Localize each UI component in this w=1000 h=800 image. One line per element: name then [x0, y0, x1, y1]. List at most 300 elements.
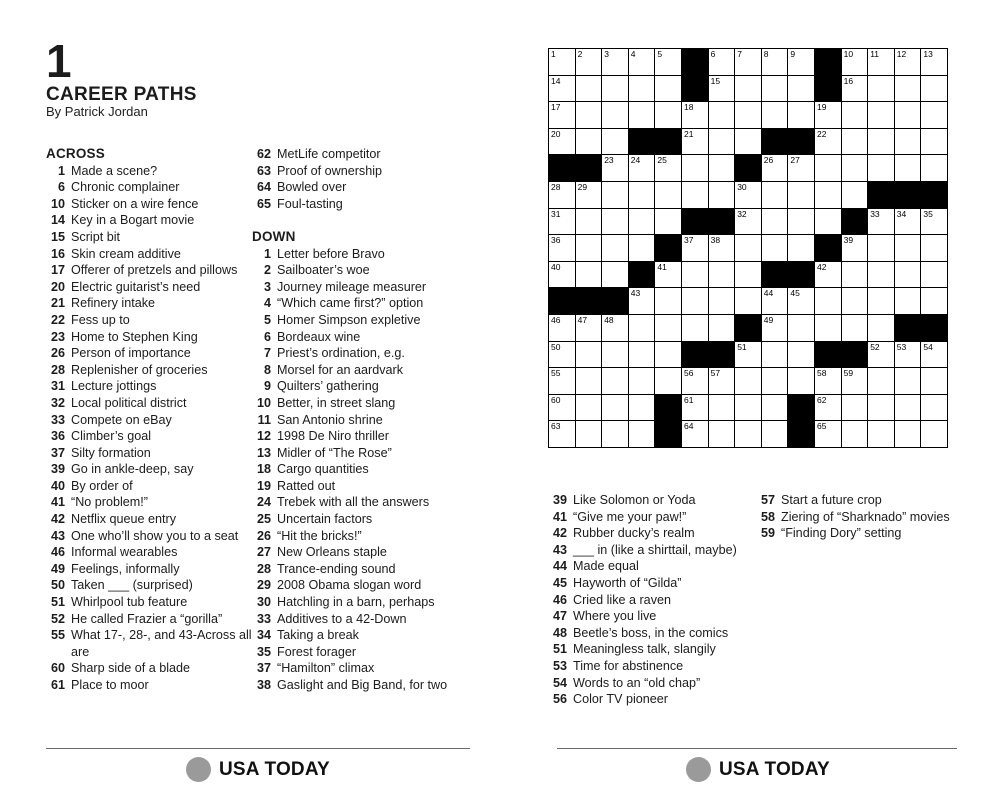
grid-cell[interactable]: [549, 182, 575, 208]
grid-cell[interactable]: [921, 421, 947, 447]
clue-number: 65: [256, 196, 271, 211]
grid-cell[interactable]: [842, 182, 868, 208]
grid-cell[interactable]: [655, 209, 681, 235]
clue-number: 63: [256, 163, 271, 178]
grid-cell[interactable]: [895, 102, 921, 128]
clue-item: [252, 412, 474, 429]
grid-cell[interactable]: [655, 368, 681, 394]
grid-cell[interactable]: [762, 76, 788, 102]
grid-cell[interactable]: [842, 288, 868, 314]
grid-cell[interactable]: [815, 209, 841, 235]
grid-cell[interactable]: [576, 49, 602, 75]
clue-text: Silty formation: [71, 445, 151, 460]
grid-cell[interactable]: [815, 288, 841, 314]
grid-cell[interactable]: [629, 155, 655, 181]
grid-cell[interactable]: [655, 182, 681, 208]
grid-cell[interactable]: [682, 395, 708, 421]
grid-cell[interactable]: [549, 76, 575, 102]
footer-rule-left: [46, 748, 470, 749]
grid-cell[interactable]: [842, 368, 868, 394]
grid-cell[interactable]: [921, 342, 947, 368]
grid-cell[interactable]: [682, 129, 708, 155]
down-clues-column-continued-1: [548, 492, 758, 708]
grid-cell[interactable]: [709, 395, 735, 421]
grid-cell[interactable]: [602, 395, 628, 421]
grid-cell[interactable]: [682, 368, 708, 394]
grid-cell[interactable]: [709, 129, 735, 155]
black-cell: [788, 262, 814, 288]
grid-cell[interactable]: [735, 102, 761, 128]
grid-cell[interactable]: [629, 235, 655, 261]
grid-cell[interactable]: [629, 49, 655, 75]
grid-cell[interactable]: [788, 76, 814, 102]
clue-number: 46: [50, 545, 65, 560]
down-clue-list: [252, 246, 474, 694]
grid-cell[interactable]: [709, 288, 735, 314]
grid-cell[interactable]: [735, 368, 761, 394]
grid-cell[interactable]: [576, 235, 602, 261]
cell-number: 34: [896, 208, 907, 219]
grid-cell[interactable]: [815, 368, 841, 394]
clue-text: Go in ankle-deep, say: [71, 462, 194, 477]
grid-cell[interactable]: [788, 155, 814, 181]
grid-cell[interactable]: [788, 315, 814, 341]
grid-cell[interactable]: [629, 342, 655, 368]
clue-text: Bordeaux wine: [277, 329, 361, 344]
grid-cell[interactable]: [629, 209, 655, 235]
grid-cell[interactable]: [895, 155, 921, 181]
clue-number: 6: [263, 329, 271, 344]
puzzle-byline: By Patrick Jordan: [46, 104, 148, 119]
clue-item: [548, 525, 758, 542]
grid-cell[interactable]: [682, 155, 708, 181]
grid-cell[interactable]: [762, 421, 788, 447]
grid-cell[interactable]: [868, 315, 894, 341]
grid-cell[interactable]: [788, 368, 814, 394]
grid-cell[interactable]: [895, 129, 921, 155]
black-cell: [735, 315, 761, 341]
grid-cell[interactable]: [655, 262, 681, 288]
grid-cell[interactable]: [576, 209, 602, 235]
clue-text: 1998 De Niro thriller: [277, 429, 389, 444]
black-cell: [842, 209, 868, 235]
across-clues-column-1: [46, 146, 256, 694]
grid-cell[interactable]: [655, 342, 681, 368]
grid-cell[interactable]: [709, 368, 735, 394]
cell-number: 55: [551, 368, 561, 379]
clue-item: [756, 509, 956, 526]
clue-item: [252, 677, 474, 694]
clue-number: 56: [552, 692, 567, 707]
grid-cell[interactable]: [868, 368, 894, 394]
grid-cell[interactable]: [602, 262, 628, 288]
clue-item: [46, 246, 256, 263]
grid-cell[interactable]: [842, 76, 868, 102]
grid-cell[interactable]: [549, 235, 575, 261]
black-cell: [921, 315, 947, 341]
clue-item: [252, 279, 474, 296]
grid-cell[interactable]: [868, 76, 894, 102]
black-cell: [762, 262, 788, 288]
cell-number: 43: [630, 288, 641, 299]
clue-number: 5: [263, 312, 271, 327]
grid-cell[interactable]: [576, 315, 602, 341]
clue-item: [548, 641, 758, 658]
grid-cell[interactable]: [709, 102, 735, 128]
grid-cell[interactable]: [815, 315, 841, 341]
cell-number: 20: [551, 128, 561, 139]
clue-number: 34: [256, 628, 271, 643]
grid-cell[interactable]: [549, 368, 575, 394]
grid-cell[interactable]: [788, 342, 814, 368]
grid-cell[interactable]: [762, 102, 788, 128]
grid-cell[interactable]: [655, 76, 681, 102]
grid-cell[interactable]: [602, 209, 628, 235]
grid-cell[interactable]: [709, 421, 735, 447]
clue-text: Climber’s goal: [71, 429, 152, 444]
clue-text: Refinery intake: [71, 296, 155, 311]
grid-cell[interactable]: [549, 421, 575, 447]
grid-cell[interactable]: [921, 262, 947, 288]
grid-cell[interactable]: [682, 102, 708, 128]
grid-cell[interactable]: [815, 182, 841, 208]
clue-text: Script bit: [71, 229, 120, 244]
clue-number: 47: [552, 609, 567, 624]
grid-cell[interactable]: [549, 129, 575, 155]
grid-cell[interactable]: [842, 315, 868, 341]
grid-cell[interactable]: [921, 129, 947, 155]
black-cell: [895, 182, 921, 208]
footer-left: [186, 757, 330, 782]
grid-cell[interactable]: [788, 49, 814, 75]
clue-item: [46, 428, 256, 445]
grid-cell[interactable]: [576, 262, 602, 288]
clue-text: Taking a break: [277, 628, 359, 643]
clue-text: “Give me your paw!”: [573, 509, 687, 524]
grid-cell[interactable]: [709, 155, 735, 181]
grid-cell[interactable]: [576, 421, 602, 447]
grid-cell[interactable]: [895, 209, 921, 235]
grid-cell[interactable]: [735, 129, 761, 155]
grid-cell[interactable]: [602, 182, 628, 208]
grid-cell[interactable]: [655, 49, 681, 75]
grid-cell[interactable]: [576, 342, 602, 368]
clue-number: 39: [552, 493, 567, 507]
clue-text: Hatchling in a barn, perhaps: [277, 595, 435, 610]
grid-cell[interactable]: [709, 235, 735, 261]
clue-number: 48: [552, 625, 567, 640]
grid-cell[interactable]: [895, 49, 921, 75]
grid-cell[interactable]: [549, 102, 575, 128]
grid-cell[interactable]: [788, 102, 814, 128]
clue-number: 33: [50, 412, 65, 427]
grid-cell[interactable]: [576, 182, 602, 208]
grid-cell[interactable]: [895, 235, 921, 261]
clue-number: 1: [57, 163, 65, 178]
clue-number: 40: [50, 478, 65, 493]
grid-cell[interactable]: [549, 49, 575, 75]
clue-item: [46, 295, 256, 312]
grid-cell[interactable]: [788, 209, 814, 235]
black-cell: [921, 182, 947, 208]
grid-cell[interactable]: [762, 235, 788, 261]
grid-cell[interactable]: [602, 155, 628, 181]
grid-cell[interactable]: [655, 102, 681, 128]
grid-cell[interactable]: [788, 182, 814, 208]
grid-cell[interactable]: [735, 288, 761, 314]
cell-number: 3: [604, 49, 609, 59]
grid-cell[interactable]: [895, 368, 921, 394]
clue-number: 44: [552, 559, 567, 574]
grid-cell[interactable]: [762, 209, 788, 235]
clue-text: Gaslight and Big Band, for two: [277, 678, 448, 692]
grid-cell[interactable]: [602, 315, 628, 341]
grid-cell[interactable]: [762, 342, 788, 368]
grid-cell[interactable]: [735, 395, 761, 421]
grid-cell[interactable]: [842, 421, 868, 447]
grid-cell[interactable]: [842, 395, 868, 421]
grid-cell[interactable]: [709, 76, 735, 102]
grid-cell[interactable]: [921, 49, 947, 75]
grid-cell[interactable]: [895, 342, 921, 368]
grid-cell[interactable]: [921, 102, 947, 128]
grid-cell[interactable]: [815, 395, 841, 421]
clue-text: Beetle’s boss, in the comics: [573, 625, 729, 640]
grid-cell[interactable]: [895, 76, 921, 102]
clue-text: Sailboater’s woe: [277, 263, 370, 278]
grid-cell[interactable]: [602, 235, 628, 261]
grid-cell[interactable]: [762, 49, 788, 75]
grid-cell[interactable]: [735, 235, 761, 261]
grid-cell[interactable]: [549, 262, 575, 288]
clue-item: [46, 461, 256, 478]
clue-text: ___ in (like a shirttail, maybe): [573, 542, 737, 557]
grid-cell[interactable]: [921, 395, 947, 421]
cell-number: 58: [817, 368, 827, 379]
clue-item: [46, 329, 256, 346]
grid-cell[interactable]: [868, 155, 894, 181]
grid-cell[interactable]: [868, 395, 894, 421]
cell-number: 4: [630, 49, 636, 59]
grid-cell[interactable]: [735, 49, 761, 75]
grid-cell[interactable]: [868, 421, 894, 447]
grid-cell[interactable]: [921, 155, 947, 181]
grid-cell[interactable]: [629, 182, 655, 208]
cell-number: 30: [737, 182, 747, 192]
grid-cell[interactable]: [602, 102, 628, 128]
clue-text: Sticker on a wire fence: [71, 196, 199, 211]
grid-cell[interactable]: [762, 395, 788, 421]
clue-item: [46, 196, 256, 213]
grid-cell[interactable]: [762, 288, 788, 314]
clue-number: 32: [50, 395, 65, 410]
cell-number: 46: [551, 315, 561, 325]
grid-cell[interactable]: [815, 155, 841, 181]
grid-cell[interactable]: [576, 368, 602, 394]
clue-item: [46, 528, 256, 545]
clue-item: [252, 295, 474, 312]
clue-text: Lecture jottings: [71, 379, 157, 394]
grid-cell[interactable]: [629, 368, 655, 394]
clue-text: Trance-ending sound: [277, 561, 396, 576]
clue-number: 1: [263, 246, 271, 261]
cell-number: 6: [710, 49, 716, 59]
clue-text: Journey mileage measurer: [277, 279, 427, 294]
cell-number: 12: [896, 49, 907, 59]
clue-number: 49: [50, 561, 65, 576]
cell-number: 14: [551, 75, 561, 86]
grid-cell[interactable]: [576, 129, 602, 155]
grid-cell[interactable]: [842, 155, 868, 181]
cell-number: 63: [551, 421, 561, 432]
grid-cell[interactable]: [842, 49, 868, 75]
grid-cell[interactable]: [655, 315, 681, 341]
clue-number: 16: [50, 246, 65, 261]
grid-cell[interactable]: [895, 395, 921, 421]
grid-cell[interactable]: [576, 76, 602, 102]
grid-cell[interactable]: [549, 209, 575, 235]
clue-text: Informal wearables: [71, 545, 178, 560]
clue-item: [548, 608, 758, 625]
clue-item: [46, 312, 256, 329]
grid-cell[interactable]: [868, 288, 894, 314]
clue-item: [252, 478, 474, 495]
clue-number: 9: [263, 379, 271, 394]
grid-cell[interactable]: [921, 288, 947, 314]
cell-number: 37: [684, 235, 694, 246]
grid-cell[interactable]: [735, 76, 761, 102]
grid-cell[interactable]: [549, 315, 575, 341]
grid-cell[interactable]: [868, 49, 894, 75]
grid-cell[interactable]: [788, 235, 814, 261]
grid-cell[interactable]: [549, 395, 575, 421]
grid-cell[interactable]: [682, 421, 708, 447]
cell-number: 28: [551, 182, 561, 192]
grid-cell[interactable]: [868, 262, 894, 288]
grid-cell[interactable]: [815, 129, 841, 155]
grid-cell[interactable]: [815, 421, 841, 447]
grid-cell[interactable]: [655, 288, 681, 314]
usa-today-circle-icon: [686, 757, 711, 782]
down-clue-list-continued: [756, 492, 956, 542]
grid-cell[interactable]: [735, 342, 761, 368]
grid-cell[interactable]: [629, 76, 655, 102]
grid-cell[interactable]: [709, 49, 735, 75]
grid-cell[interactable]: [602, 76, 628, 102]
grid-cell[interactable]: [921, 209, 947, 235]
clue-item: [252, 395, 474, 412]
grid-cell[interactable]: [921, 235, 947, 261]
clue-item: [252, 511, 474, 528]
clue-text: Homer Simpson expletive: [277, 312, 421, 327]
clue-number: 41: [552, 509, 567, 524]
black-cell: [709, 209, 735, 235]
black-cell: [602, 288, 628, 314]
clue-text: Local political district: [71, 395, 187, 410]
grid-cell[interactable]: [815, 102, 841, 128]
grid-cell[interactable]: [842, 262, 868, 288]
black-cell: [655, 395, 681, 421]
grid-cell[interactable]: [576, 395, 602, 421]
grid-cell[interactable]: [709, 262, 735, 288]
grid-cell[interactable]: [629, 102, 655, 128]
clue-text: Person of importance: [71, 346, 191, 361]
clue-item: [252, 179, 474, 196]
grid-cell[interactable]: [629, 421, 655, 447]
grid-cell[interactable]: [868, 102, 894, 128]
grid-cell[interactable]: [868, 235, 894, 261]
grid-cell[interactable]: [629, 315, 655, 341]
grid-cell[interactable]: [576, 102, 602, 128]
grid-cell[interactable]: [602, 129, 628, 155]
grid-cell[interactable]: [602, 342, 628, 368]
grid-cell[interactable]: [735, 209, 761, 235]
clue-text: Additives to a 42-Down: [277, 611, 407, 626]
grid-cell[interactable]: [549, 342, 575, 368]
grid-cell[interactable]: [602, 368, 628, 394]
clue-item: [548, 675, 758, 692]
grid-cell[interactable]: [682, 182, 708, 208]
grid-cell[interactable]: [682, 235, 708, 261]
grid-cell[interactable]: [921, 76, 947, 102]
grid-cell[interactable]: [655, 155, 681, 181]
cell-number: 13: [923, 49, 933, 59]
grid-cell[interactable]: [602, 421, 628, 447]
grid-cell[interactable]: [868, 129, 894, 155]
grid-cell[interactable]: [895, 288, 921, 314]
grid-cell[interactable]: [682, 262, 708, 288]
grid-cell[interactable]: [842, 102, 868, 128]
clue-number: 29: [256, 578, 271, 593]
clue-item: [252, 461, 474, 478]
black-cell: [815, 76, 841, 102]
clue-number: 53: [552, 658, 567, 673]
cell-number: 24: [630, 155, 641, 166]
grid-cell[interactable]: [868, 342, 894, 368]
grid-cell[interactable]: [788, 288, 814, 314]
black-cell: [655, 235, 681, 261]
grid-cell[interactable]: [735, 262, 761, 288]
grid-cell[interactable]: [762, 315, 788, 341]
clue-number: 51: [50, 595, 65, 610]
grid-cell[interactable]: [682, 315, 708, 341]
clue-text: Whirlpool tub feature: [71, 595, 188, 610]
grid-cell[interactable]: [815, 262, 841, 288]
clue-item: [46, 660, 256, 677]
grid-cell[interactable]: [762, 155, 788, 181]
grid-cell[interactable]: [842, 235, 868, 261]
clue-number: 35: [256, 644, 271, 659]
grid-cell[interactable]: [629, 395, 655, 421]
grid-cell[interactable]: [842, 129, 868, 155]
grid-cell[interactable]: [629, 288, 655, 314]
grid-cell[interactable]: [735, 421, 761, 447]
clue-text: Morsel for an aardvark: [277, 362, 403, 377]
grid-cell[interactable]: [895, 421, 921, 447]
grid-cell[interactable]: [682, 288, 708, 314]
grid-cell[interactable]: [735, 182, 761, 208]
grid-cell[interactable]: [602, 49, 628, 75]
grid-cell[interactable]: [762, 182, 788, 208]
grid-cell[interactable]: [921, 368, 947, 394]
grid-cell[interactable]: [709, 182, 735, 208]
cell-number: 56: [684, 368, 694, 379]
grid-cell[interactable]: [895, 262, 921, 288]
grid-cell[interactable]: [709, 315, 735, 341]
grid-cell[interactable]: [868, 209, 894, 235]
footer-rule-right: [557, 748, 957, 749]
grid-cell[interactable]: [762, 368, 788, 394]
